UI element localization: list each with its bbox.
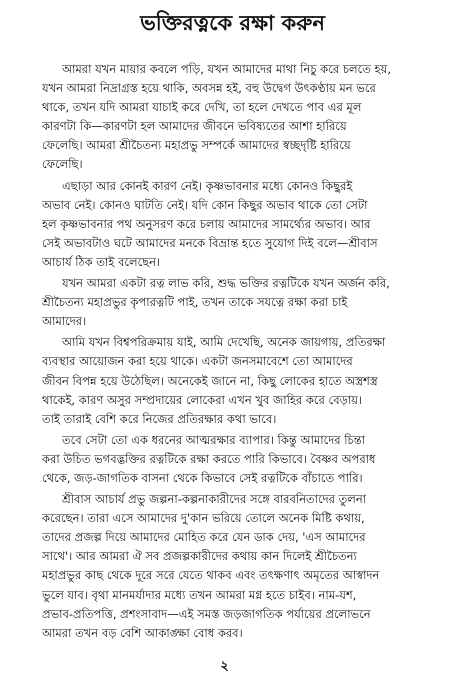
text-line: থেকে, জড়-জাগতিক বাসনা থেকে কিভাবে সেই রত্নটিকে বাঁচাতে পারি। <box>42 470 363 485</box>
text-line: অভাব নেই। কোনও ঘাটতি নেই। যদি কোন কিছুর অভাব থাকে তো সেটা <box>42 197 368 212</box>
text-line: তবে সেটা তো এক ধরনের আত্মরক্ষার ব্যাপার। কিন্তু আমাদের চিন্তা <box>62 432 366 447</box>
paragraph <box>42 177 423 272</box>
text-line: ফেলেছি। আমরা শ্রীচৈতন্য মহাপ্রভু সম্পর্কে আমাদের স্বচ্ছদৃষ্টি হারিয়ে <box>42 138 351 153</box>
text-line: আচার্য ঠিক তাই বলেছেন। <box>42 254 161 269</box>
text-line: এছাড়া আর কোনই কারণ নেই। কৃষ্ণভাবনার মধ্যে কোনও কিছুরই <box>62 178 353 193</box>
text-line: যখন আমরা নিদ্রাগ্রস্ত হয়ে থাকি, অবসন্ন হই, বহু উদ্বেগ উৎকণ্ঠায় মন ভরে <box>42 81 376 96</box>
text-line: শ্রীচৈতন্য মহাপ্রভুর কৃপারত্নটি পাই, তখন তাকে সযত্নে রক্ষা করা চাই <box>42 295 348 310</box>
text-line: যখন আমরা একটা রত্ন লাভ করি, শুদ্ধ ভক্তির রত্নটিকে যখন অর্জন করি, <box>62 276 390 291</box>
text-line: আমরা যখন মায়ার কবলে পড়ি, যখন আমাদের মাথা নিচু করে চলতে হয়, <box>62 62 391 76</box>
text-line: ব্যবস্থার আয়োজন করা হয়ে থাকে। একটা জনসমাবেশে তো আমাদের <box>42 354 353 369</box>
paragraph <box>42 333 423 428</box>
text-line: তাদের প্রজল্প দিয়ে আমাদের মোহিত করে যেন ডাক দেয়, 'এস আমাদের <box>42 530 366 545</box>
text-line: কারণটা কি—কারণটা হল আমাদের জীবনে ভবিষ্যতের আশা হারিয়ে <box>42 119 347 134</box>
page-title: ভক্তিরত্নকে রক্ষা করুন <box>140 11 325 35</box>
text-line: মহাপ্রভুর কাছ থেকে দূরে সরে যেতে থাকব এবং তৎক্ষণাৎ অমৃতের আস্বাদন <box>42 568 380 583</box>
text-line: সেই অভাবটাও ঘটে আমাদের মনকে বিভ্রান্ত হতে সুযোগ দিই বলে—শ্রীবাস <box>42 235 378 250</box>
text-line: সাথে'। আর আমরা ঐ সব প্রজল্পকারীদের কথায় কান দিলেই শ্রীচৈতন্য <box>42 549 357 564</box>
paragraph <box>42 431 423 488</box>
text-line: হল কৃষ্ণভাবনার পথ অনুসরণ করে চলায় আমাদের সামর্থ্যের অভাব। আর <box>42 216 371 231</box>
text-line: আমাদের। <box>42 314 87 329</box>
text-line: ফেলেছি। <box>42 157 83 172</box>
paragraph <box>42 60 423 175</box>
text-line: জীবন বিপন্ন হয়ে উঠেছিল। অনেকেই জানে না, কিছু লোকের হাতে অস্ত্রশস্ত্র <box>42 373 378 388</box>
text-line: তাই তারাই বেশি করে নিজের প্রতিরক্ষার কথা ভাবে। <box>42 411 277 426</box>
text-line: থাকে, তখন যদি আমরা যাচাই করে দেখি, তা হলে দেখতে পাব এর মূল <box>42 100 362 115</box>
text-line: থাকেই, কারণ অসুর সম্প্রদায়ের লোকেরা এখন খুব জাহির করে বেড়ায়। <box>42 392 363 407</box>
paragraph <box>42 274 423 331</box>
text-line: আমরা তখন বড় বেশি আকাঙ্ক্ষা বোধ করব। <box>42 625 243 640</box>
body-text <box>42 60 423 643</box>
text-line: শ্রীবাস আচার্য প্রভু জল্পনা-কল্পনাকারীদের সঙ্গে বারবনিতাদের তুলনা <box>62 492 367 507</box>
paragraph <box>42 490 423 643</box>
text-line: প্রভাব-প্রতিপত্তি, প্রশংসাবাদ—এই সমস্ত জড়জাগতিক পর্যায়ের প্রলোভনে <box>42 606 371 621</box>
page-number: ২ <box>220 659 229 674</box>
text-line: করা উচিত ভগবদ্ভক্তির রত্নটিকে রক্ষা করতে পারি কিভাবে। বৈষ্ণব অপরাধ <box>42 451 376 466</box>
text-line: করেছেন। তারা এসে আমাদের দু'কান ভরিয়ে তোলে অনেক মিষ্টি কথায়, <box>42 511 365 526</box>
text-line: আমি যখন বিশ্বপরিক্রমায় যাই, আমি দেখেছি, অনেক জায়গায়, প্রতিরক্ষা <box>62 335 386 350</box>
text-line: ভুলে যাব। বৃথা মানমর্যাদার মধ্যে তখন আমরা মগ্ন হতে চাইব। নাম-যশ, <box>42 587 357 602</box>
